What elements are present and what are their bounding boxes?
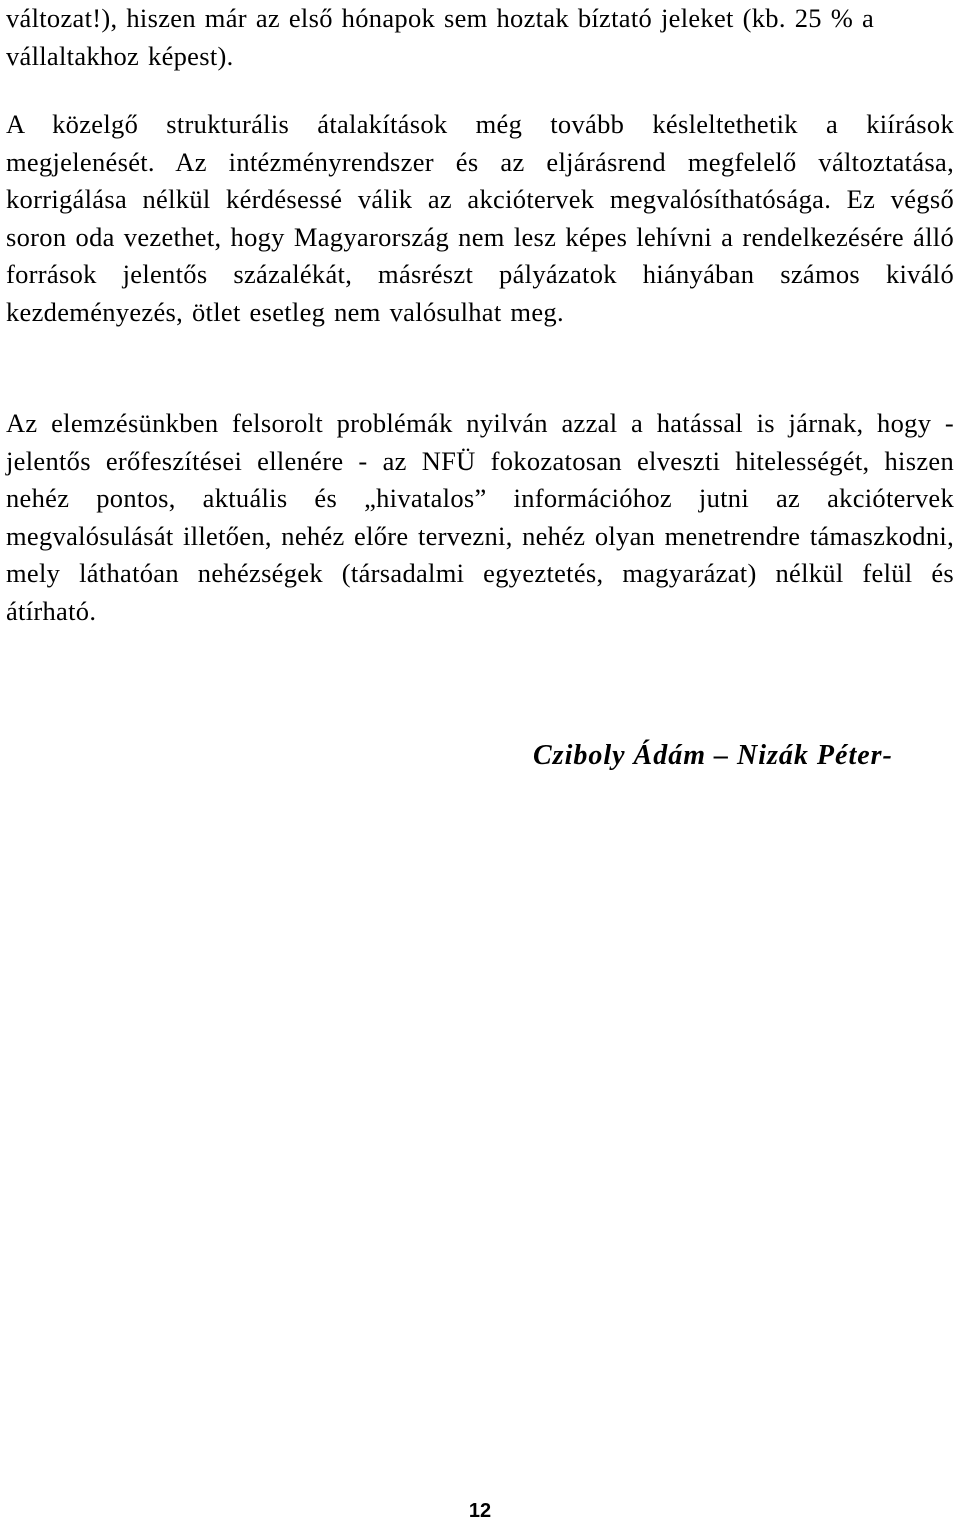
author-signature: Cziboly Ádám – Nizák Péter- bbox=[533, 740, 893, 771]
paragraph-continuation: változat!), hiszen már az első hónapok sem hoztak bíztató jeleket (kb. 25 % a vállaltakhoz képest). bbox=[6, 3, 875, 71]
paragraph-structural-changes: A közelgő strukturális átalakítások még tovább késleltethetik a kiírások megjelenését. Az intézményrendszer és az eljárásrend megfelelő változtatása, korrigálása nélkül kérdésessé válik az akciótervek megvalósíthatósága. Ez végső soron oda vezethet, hogy Magyarország nem lesz képes lehívni a rendelkezésére álló források jelentős százalékát, másrészt pályázatok hiányában számos kiváló kezdeményezés, ötlet esetleg nem valósulhat meg. bbox=[6, 109, 954, 327]
paragraph-analysis-problems: Az elemzésünkben felsorolt problémák nyilván azzal a hatással is járnak, hogy - jelentős erőfeszítései ellenére - az NFÜ fokozatosan elveszti hitelességét, hiszen nehéz pontos, aktuális és „hivatalos” információhoz jutni az akciótervek megvalósulását illetően, nehéz előre tervezni, nehéz olyan menetrendre támaszkodni, mely láthatóan nehézségek (társadalmi egyeztetés, magyarázat) nélkül felül és átírható. bbox=[6, 408, 954, 626]
page-number: 12 bbox=[468, 1500, 492, 1522]
